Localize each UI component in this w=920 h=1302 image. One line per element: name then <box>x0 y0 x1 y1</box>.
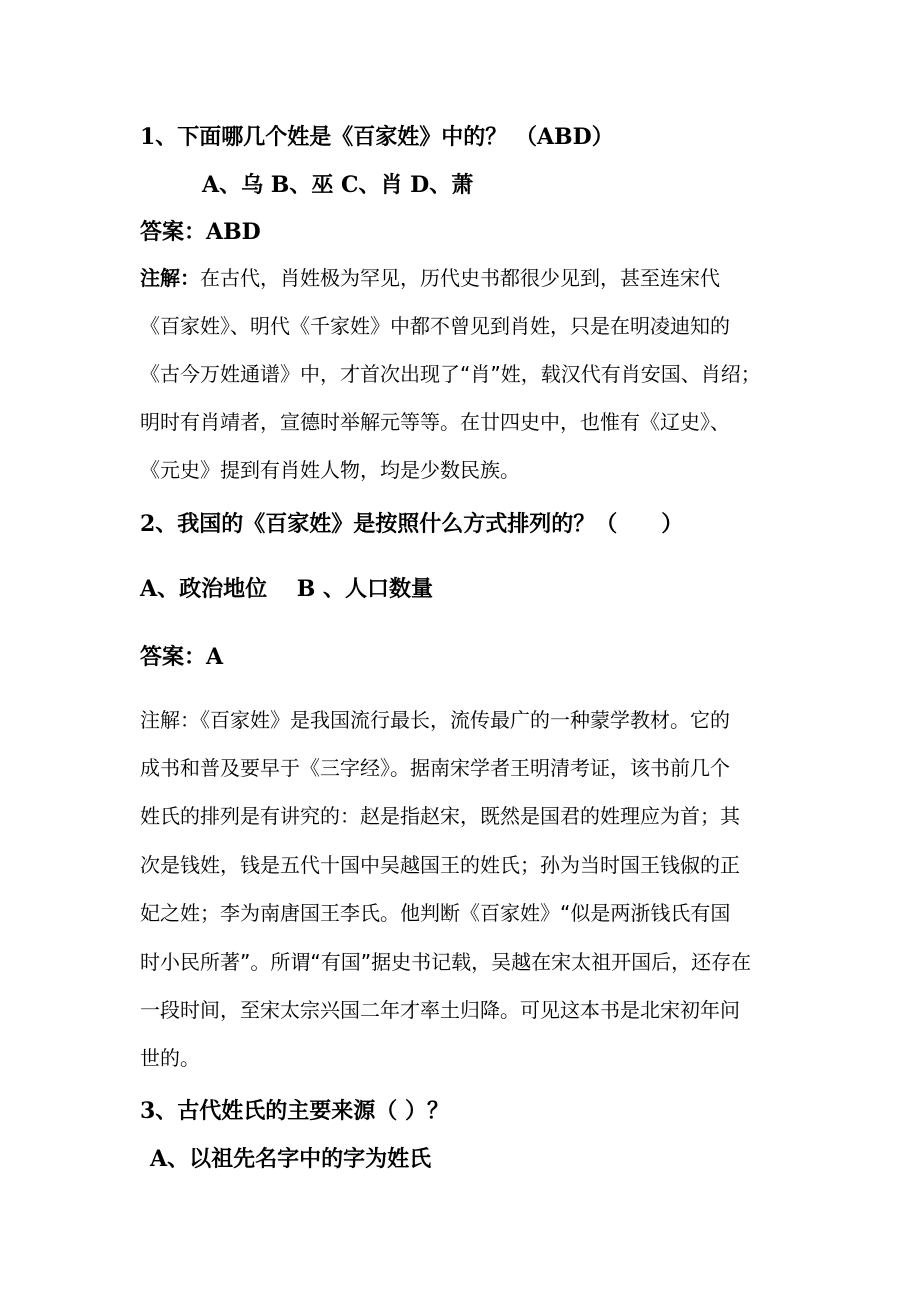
question-1-note-first-line <box>140 268 720 288</box>
question-3-option-a: A、以祖先名字中的字为姓氏 <box>150 1146 432 1172</box>
question-2-note-line: 姓氏的排列是有讲究的：赵是指赵宋，既然是国君的姓理应为首；其 <box>140 804 740 828</box>
question-1-note-line: 《元史》提到有肖姓人物，均是少数民族。 <box>140 458 520 482</box>
question-2-note-line: 一段时间，至宋太宗兴国二年才率土归降。可见这本书是北宋初年问 <box>140 998 740 1022</box>
question-2-note-line: 世的。 <box>140 1046 200 1070</box>
question-1-note-line: 《百家姓》、明代《千家姓》中都不曾见到肖姓，只是在明凌迪知的 <box>140 314 730 338</box>
question-2-note-line: 成书和普及要早于《三字经》。据南宋学者王明清考证，该书前几个 <box>140 756 730 780</box>
question-2-note-line: 妃之姓；李为南唐国王李氏。他判断《百家姓》“似是两浙钱氏有国 <box>140 901 731 925</box>
question-3-text: 3、古代姓氏的主要来源（ ）？ <box>140 1098 449 1124</box>
question-1-note-line: 《古今万姓通谱》中，才首次出现了“肖”姓，载汉代有肖安国、肖绍； <box>140 362 761 386</box>
note-text: 在古代，肖姓极为罕见，历代史书都很少见到，甚至连宋代 <box>200 266 720 290</box>
question-2-note-line: 注解：《百家姓》是我国流行最长，流传最广的一种蒙学教材。它的 <box>140 708 730 732</box>
question-2-answer: 答案：A <box>140 644 224 670</box>
question-2-note-line: 时小民所著”。所谓“有国”据史书记载，吴越在宋太祖开国后，还存在 <box>140 950 752 974</box>
question-2-text: 2、我国的《百家姓》是按照什么方式排列的？（ ） <box>140 511 684 537</box>
note-label: 注解： <box>140 266 200 290</box>
question-2-options: A、政治地位 B 、人口数量 <box>140 576 433 602</box>
question-1-text: 1、下面哪几个姓是《百家姓》中的？ （ABD） <box>140 124 614 150</box>
question-1-answer: 答案：ABD <box>140 219 261 245</box>
question-2-note-line: 次是钱姓，钱是五代十国中吴越国王的姓氏；孙为当时国王钱俶的正 <box>140 853 740 877</box>
question-1-note-line: 明时有肖靖者，宣德时举解元等等。在廿四史中，也惟有《辽史》、 <box>140 410 730 434</box>
question-1-options: A、乌 B、巫 C、肖 D、萧 <box>202 172 474 198</box>
